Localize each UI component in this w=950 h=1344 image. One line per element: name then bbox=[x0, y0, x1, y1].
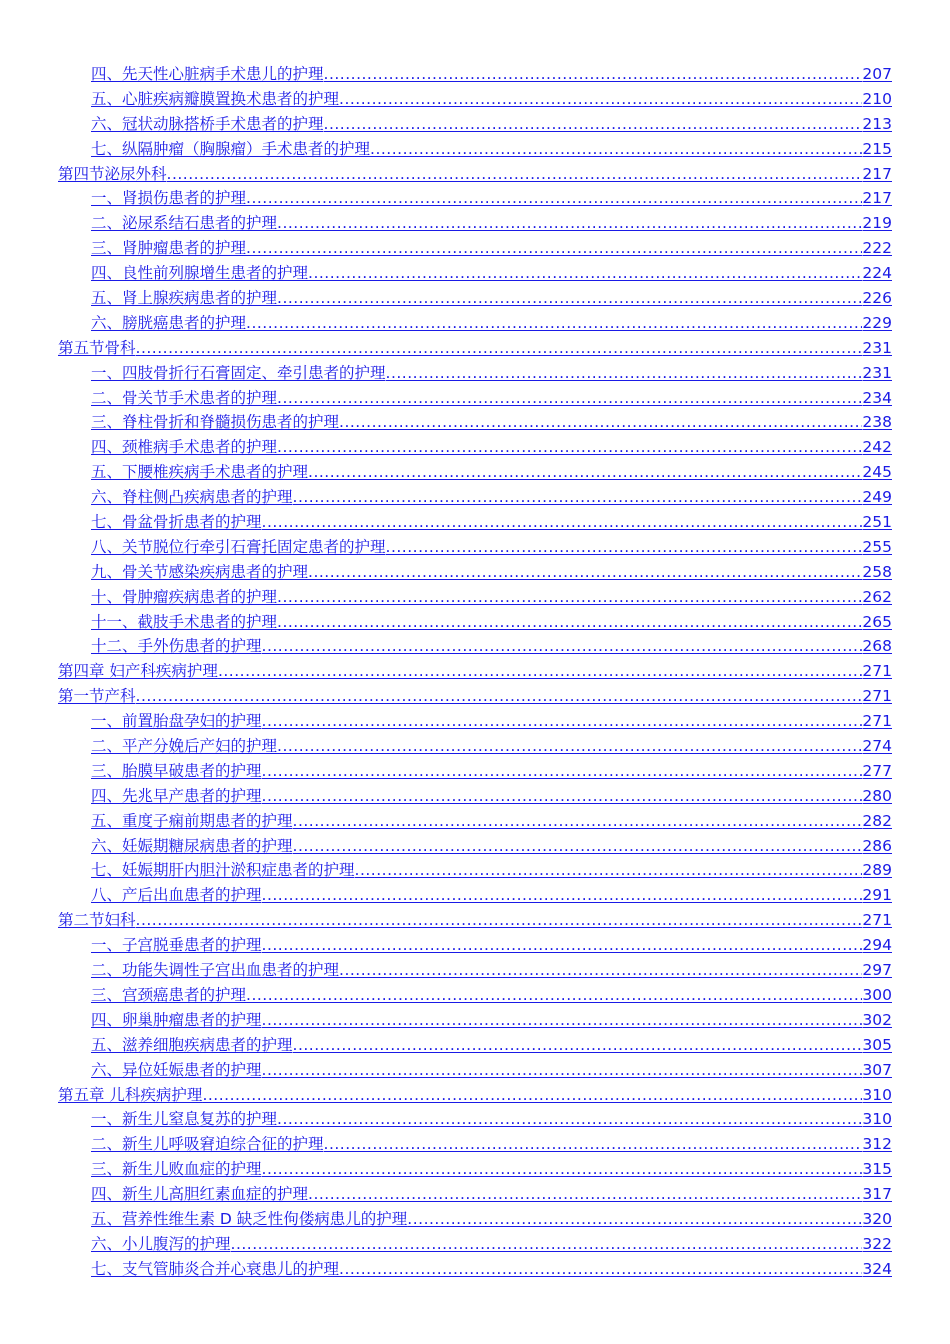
toc-entry-title: 十、骨肿瘤疾病患者的护理 bbox=[91, 587, 278, 606]
toc-page-number: 231 bbox=[862, 363, 892, 382]
dot-leader bbox=[262, 759, 863, 784]
toc-entry-title: 二、泌尿系结石患者的护理 bbox=[91, 214, 278, 233]
toc-entry-title: 二、平产分娩后产妇的护理 bbox=[91, 737, 278, 756]
toc-page-number: 320 bbox=[862, 1209, 892, 1228]
dot-leader bbox=[370, 137, 862, 162]
toc-entry-link[interactable] bbox=[58, 1182, 892, 1207]
toc-entry-title: 八、产后出血患者的护理 bbox=[91, 886, 262, 905]
dot-leader bbox=[277, 1107, 862, 1132]
dot-leader bbox=[324, 1132, 863, 1157]
toc-entry-link[interactable] bbox=[58, 759, 892, 784]
toc-entry-title: 十二、手外伤患者的护理 bbox=[91, 637, 262, 656]
toc-entry-title: 一、肾损伤患者的护理 bbox=[91, 189, 247, 208]
toc-page-number: 262 bbox=[862, 587, 892, 606]
toc-entry-title: 五、重度子痫前期患者的护理 bbox=[91, 811, 293, 830]
dot-leader bbox=[324, 62, 863, 87]
toc-entry-title: 四、先天性心脏病手术患儿的护理 bbox=[91, 64, 324, 83]
dot-leader bbox=[246, 983, 862, 1008]
toc-section-link[interactable] bbox=[58, 1083, 892, 1108]
toc-entry-title: 四、卵巢肿瘤患者的护理 bbox=[91, 1010, 262, 1029]
dot-leader bbox=[136, 684, 863, 709]
toc-entry-title: 十一、截肢手术患者的护理 bbox=[91, 612, 278, 631]
toc-entry-title: 第四章 妇产科疾病护理 bbox=[58, 662, 218, 681]
toc-entry-title: 八、关节脱位行牵引石膏托固定患者的护理 bbox=[91, 537, 386, 556]
toc-entry-link[interactable] bbox=[58, 236, 892, 261]
dot-leader bbox=[308, 1182, 862, 1207]
toc-entry-link[interactable] bbox=[58, 361, 892, 386]
toc-entry-title: 三、宫颈癌患者的护理 bbox=[91, 985, 247, 1004]
dot-leader bbox=[262, 1058, 863, 1083]
toc-page-number: 271 bbox=[862, 662, 892, 681]
toc-page-number: 280 bbox=[862, 786, 892, 805]
dot-leader bbox=[262, 784, 863, 809]
dot-leader bbox=[277, 435, 862, 460]
toc-entry-title: 六、异位妊娠患者的护理 bbox=[91, 1060, 262, 1079]
toc-section-link[interactable] bbox=[58, 908, 892, 933]
toc-page-number: 307 bbox=[862, 1060, 892, 1079]
toc-entry-title: 第五节骨科 bbox=[58, 338, 136, 357]
toc-entry-link[interactable] bbox=[58, 610, 892, 635]
toc-page-number: 302 bbox=[862, 1010, 892, 1029]
dot-leader bbox=[167, 162, 863, 187]
dot-leader bbox=[308, 261, 862, 286]
toc-entry-link[interactable] bbox=[58, 784, 892, 809]
toc-entry-title: 第二节妇科 bbox=[58, 911, 136, 930]
toc-entry-link[interactable] bbox=[58, 535, 892, 560]
toc-page-number: 291 bbox=[862, 886, 892, 905]
toc-entry-title: 第四节泌尿外科 bbox=[58, 164, 167, 183]
toc-entry-link[interactable] bbox=[58, 1232, 892, 1257]
toc-page-number: 242 bbox=[862, 438, 892, 457]
dot-leader bbox=[308, 560, 862, 585]
toc-page-number: 238 bbox=[862, 413, 892, 432]
dot-leader bbox=[246, 236, 862, 261]
toc-page-number: 277 bbox=[862, 761, 892, 780]
dot-leader bbox=[202, 1083, 862, 1108]
dot-leader bbox=[277, 610, 862, 635]
toc-page-number: 300 bbox=[862, 985, 892, 1004]
toc-entry-link[interactable] bbox=[58, 186, 892, 211]
dot-leader bbox=[386, 361, 863, 386]
dot-leader bbox=[262, 933, 863, 958]
toc-entry-link[interactable] bbox=[58, 734, 892, 759]
toc-page-number: 251 bbox=[862, 513, 892, 532]
toc-page-number: 224 bbox=[862, 264, 892, 283]
toc-page-number: 226 bbox=[862, 289, 892, 307]
dot-leader bbox=[339, 410, 862, 435]
toc-page-number: 271 bbox=[862, 712, 892, 731]
dot-leader bbox=[218, 659, 862, 684]
toc-entry-link[interactable] bbox=[58, 211, 892, 236]
toc-entry-link[interactable] bbox=[58, 112, 892, 137]
dot-leader bbox=[293, 485, 863, 510]
toc-page-number: 317 bbox=[862, 1185, 892, 1204]
toc-entry-link[interactable] bbox=[58, 1008, 892, 1033]
toc-entry-title: 三、胎膜早破患者的护理 bbox=[91, 761, 262, 780]
toc-entry-link[interactable] bbox=[58, 1207, 892, 1232]
toc-entry-title: 七、妊娠期肝内胆汁淤积症患者的护理 bbox=[91, 861, 355, 880]
dot-leader bbox=[407, 1207, 862, 1232]
toc-entry-title: 五、心脏疾病瓣膜置换术患者的护理 bbox=[91, 89, 340, 108]
toc-entry-link[interactable] bbox=[58, 435, 892, 460]
toc-page-number: 289 bbox=[862, 861, 892, 880]
toc-entry-link[interactable] bbox=[58, 709, 892, 734]
toc-page-number: 322 bbox=[862, 1234, 892, 1253]
dot-leader bbox=[277, 585, 862, 610]
toc-page-number: 215 bbox=[862, 139, 892, 158]
toc-page-number: 234 bbox=[862, 388, 892, 407]
toc-page-number: 315 bbox=[862, 1160, 892, 1179]
toc-page-number: 231 bbox=[862, 338, 892, 357]
toc-page-number: 271 bbox=[862, 687, 892, 706]
toc-entry-title: 六、妊娠期糖尿病患者的护理 bbox=[91, 836, 293, 855]
toc-entry-title: 四、颈椎病手术患者的护理 bbox=[91, 438, 278, 457]
dot-leader bbox=[262, 634, 863, 659]
dot-leader bbox=[136, 908, 863, 933]
dot-leader bbox=[339, 87, 862, 112]
dot-leader bbox=[324, 112, 863, 137]
toc-entry-link[interactable] bbox=[58, 560, 892, 585]
dot-leader bbox=[262, 883, 863, 908]
toc-page-number: 207 bbox=[862, 64, 892, 83]
toc-page-number: 245 bbox=[862, 463, 892, 482]
toc-entry-link[interactable] bbox=[58, 311, 892, 336]
toc-page-number: 213 bbox=[862, 114, 892, 133]
toc-entry-link[interactable] bbox=[58, 883, 892, 908]
toc-page-number: 210 bbox=[862, 89, 892, 108]
toc-entry-title: 七、纵隔肿瘤（胸腺瘤）手术患者的护理 bbox=[91, 139, 371, 158]
toc-page-number: 258 bbox=[862, 562, 892, 581]
toc-entry-title: 六、冠状动脉搭桥手术患者的护理 bbox=[91, 114, 324, 133]
toc-entry-title: 五、下腰椎疾病手术患者的护理 bbox=[91, 463, 309, 482]
toc-section-link[interactable] bbox=[58, 336, 892, 361]
dot-leader bbox=[262, 510, 863, 535]
toc-page-number: 312 bbox=[862, 1135, 892, 1154]
toc-entry-link[interactable] bbox=[58, 983, 892, 1008]
toc-entry-link[interactable] bbox=[58, 834, 892, 859]
toc-page-number: 219 bbox=[862, 214, 892, 233]
toc-entry-title: 三、脊柱骨折和脊髓损伤患者的护理 bbox=[91, 413, 340, 432]
toc-section-link[interactable] bbox=[58, 659, 892, 684]
dot-leader bbox=[339, 1257, 862, 1282]
dot-leader bbox=[277, 386, 862, 411]
toc-entry-title: 二、骨关节手术患者的护理 bbox=[91, 388, 278, 407]
dot-leader bbox=[355, 859, 863, 884]
dot-leader bbox=[262, 1008, 863, 1033]
dot-leader bbox=[246, 186, 862, 211]
dot-leader bbox=[339, 958, 862, 983]
dot-leader bbox=[231, 1232, 863, 1257]
toc-entry-title: 四、新生儿高胆红素血症的护理 bbox=[91, 1185, 309, 1204]
toc-entry-title: 七、骨盆骨折患者的护理 bbox=[91, 513, 262, 532]
toc-page-number: 286 bbox=[862, 836, 892, 855]
toc-entry-link[interactable] bbox=[58, 958, 892, 983]
toc-entry-title: 二、功能失调性子宫出血患者的护理 bbox=[91, 961, 340, 980]
toc-entry-title: 六、膀胱癌患者的护理 bbox=[91, 313, 247, 332]
toc-entry-title: 四、良性前列腺增生患者的护理 bbox=[91, 264, 309, 283]
dot-leader bbox=[262, 1157, 863, 1182]
dot-leader bbox=[293, 834, 863, 859]
toc-page-number: 265 bbox=[862, 612, 892, 631]
toc-page-number: 324 bbox=[862, 1259, 892, 1278]
toc-entry-title: 五、营养性维生素 D 缺乏性佝偻病患儿的护理 bbox=[91, 1209, 408, 1228]
toc-page-number: 271 bbox=[862, 911, 892, 930]
dot-leader bbox=[293, 809, 863, 834]
dot-leader bbox=[277, 211, 862, 236]
toc-page-number: 310 bbox=[862, 1085, 892, 1104]
toc-entry-title: 第五章 儿科疾病护理 bbox=[58, 1085, 203, 1104]
toc-entry-title: 四、先兆早产患者的护理 bbox=[91, 786, 262, 805]
toc-entry-link[interactable] bbox=[58, 1033, 892, 1058]
toc-entry-title: 六、脊柱侧凸疾病患者的护理 bbox=[91, 488, 293, 507]
toc-page-number: 294 bbox=[862, 936, 892, 955]
toc-entry-title: 第一节产科 bbox=[58, 687, 136, 706]
toc-entry-link[interactable] bbox=[58, 261, 892, 286]
dot-leader bbox=[308, 460, 862, 485]
toc-entry-link[interactable] bbox=[58, 386, 892, 411]
dot-leader bbox=[386, 535, 863, 560]
toc-entry-title: 五、肾上腺疾病患者的护理 bbox=[91, 289, 278, 307]
toc-entry-title: 六、小儿腹泻的护理 bbox=[91, 1234, 231, 1253]
toc-entry-link[interactable] bbox=[58, 1132, 892, 1157]
toc-entry-title: 二、新生儿呼吸窘迫综合征的护理 bbox=[91, 1135, 324, 1154]
toc-entry-link[interactable] bbox=[58, 510, 892, 535]
dot-leader bbox=[262, 709, 863, 734]
toc-page-number: 222 bbox=[862, 239, 892, 258]
toc-entry-link[interactable] bbox=[58, 62, 892, 87]
toc-entry-link[interactable] bbox=[58, 1058, 892, 1083]
toc-entry-link[interactable] bbox=[58, 1257, 892, 1282]
dot-leader bbox=[277, 286, 862, 311]
toc-page-number: 297 bbox=[862, 961, 892, 980]
toc-entry-title: 三、肾肿瘤患者的护理 bbox=[91, 239, 247, 258]
toc-page-number: 217 bbox=[862, 164, 892, 183]
dot-leader bbox=[136, 336, 863, 361]
toc-entry-link[interactable] bbox=[58, 286, 892, 311]
toc-entry-link[interactable] bbox=[58, 1157, 892, 1182]
dot-leader bbox=[246, 311, 862, 336]
toc-entry-link[interactable] bbox=[58, 485, 892, 510]
toc-entry-link[interactable] bbox=[58, 137, 892, 162]
toc-entry-link[interactable] bbox=[58, 634, 892, 659]
toc-entry-link[interactable] bbox=[58, 460, 892, 485]
toc-entry-link[interactable] bbox=[58, 809, 892, 834]
toc-entry-title: 一、子宫脱垂患者的护理 bbox=[91, 936, 262, 955]
dot-leader bbox=[293, 1033, 863, 1058]
toc-page-number: 229 bbox=[862, 313, 892, 332]
toc-page-number: 217 bbox=[862, 189, 892, 208]
toc-entry-title: 三、新生儿败血症的护理 bbox=[91, 1160, 262, 1179]
toc-page-number: 305 bbox=[862, 1035, 892, 1054]
toc-page-number: 310 bbox=[862, 1110, 892, 1129]
dot-leader bbox=[277, 734, 862, 759]
toc-entry-title: 一、前置胎盘孕妇的护理 bbox=[91, 712, 262, 731]
toc-section-link[interactable] bbox=[58, 162, 892, 187]
toc-entry-title: 七、支气管肺炎合并心衰患儿的护理 bbox=[91, 1259, 340, 1278]
toc-page-number: 268 bbox=[862, 637, 892, 656]
toc-entry-link[interactable] bbox=[58, 1107, 892, 1132]
toc-entry-title: 一、新生儿窒息复苏的护理 bbox=[91, 1110, 278, 1129]
toc-page-number: 249 bbox=[862, 488, 892, 507]
toc-entry-title: 一、四肢骨折行石膏固定、牵引患者的护理 bbox=[91, 363, 386, 382]
toc-entry-link[interactable] bbox=[58, 410, 892, 435]
toc-entry-title: 五、滋养细胞疾病患者的护理 bbox=[91, 1035, 293, 1054]
toc-entry-link[interactable] bbox=[58, 87, 892, 112]
toc-entry-link[interactable] bbox=[58, 859, 892, 884]
toc-entry-link[interactable] bbox=[58, 585, 892, 610]
toc-page-number: 255 bbox=[862, 537, 892, 556]
toc-page-number: 282 bbox=[862, 811, 892, 830]
toc-section-link[interactable] bbox=[58, 684, 892, 709]
table-of-contents bbox=[58, 62, 892, 1282]
toc-entry-title: 九、骨关节感染疾病患者的护理 bbox=[91, 562, 309, 581]
toc-entry-link[interactable] bbox=[58, 933, 892, 958]
toc-page-number: 274 bbox=[862, 737, 892, 756]
